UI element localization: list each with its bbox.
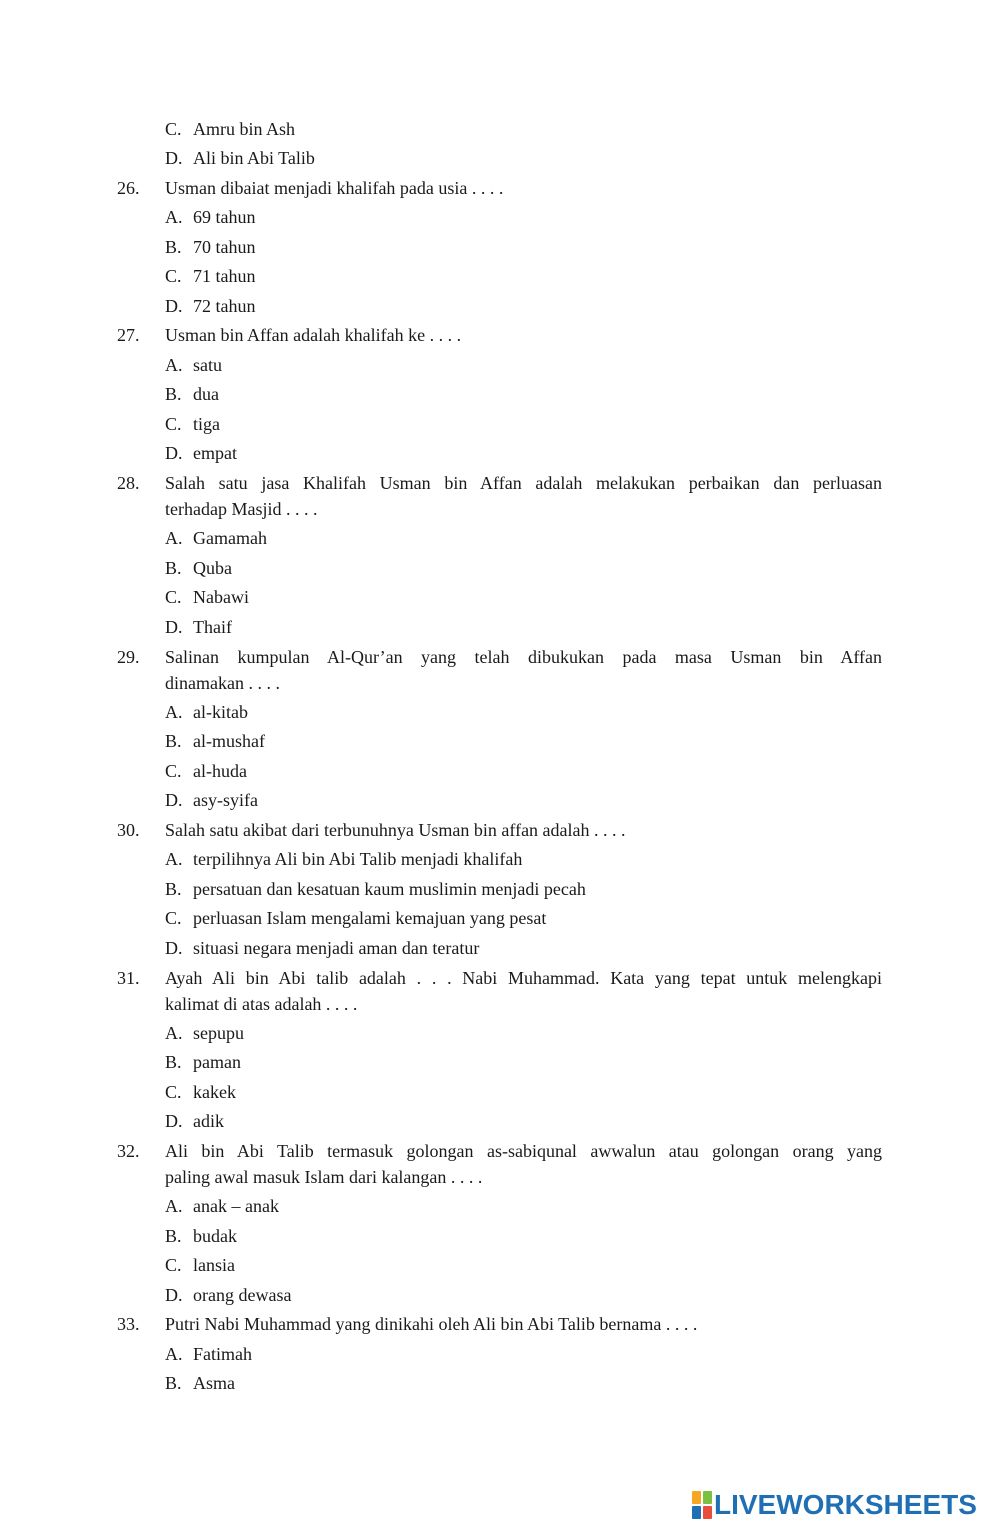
q27-option-c[interactable]: C. tiga [165, 414, 220, 434]
q26-option-a[interactable]: A. 69 tahun [165, 207, 256, 227]
q33-question: Putri Nabi Muhammad yang dinikahi oleh Ali bin Abi Talib bernama . . . . [165, 1314, 698, 1334]
liveworksheets-logo-icon [692, 1491, 712, 1519]
q30-option-a[interactable]: A. terpilihnya Ali bin Abi Talib menjadi khalifah [165, 849, 523, 869]
q29-question-line2: dinamakan . . . . [165, 673, 280, 693]
q28-option-b[interactable]: B. Quba [165, 558, 232, 578]
q31-option-b[interactable]: B. paman [165, 1052, 241, 1072]
q29-number: 29. [117, 647, 140, 667]
logo-tile [692, 1491, 701, 1504]
q25-option-c[interactable]: C. Amru bin Ash [165, 119, 296, 139]
q30-option-b[interactable]: B. persatuan dan kesatuan kaum muslimin menjadi pecah [165, 879, 586, 899]
q26-option-d[interactable]: D. 72 tahun [165, 296, 256, 316]
q31-number: 31. [117, 968, 140, 988]
q32-option-b[interactable]: B. budak [165, 1226, 237, 1246]
q28-number: 28. [117, 473, 140, 493]
q32-question-line1: Ali bin Abi Talib termasuk golongan as-sabiqunal awwalun atau golongan orang yang [165, 1141, 882, 1161]
q33-number: 33. [117, 1314, 140, 1334]
q29-option-b[interactable]: B. al-mushaf [165, 731, 265, 751]
q29-option-c[interactable]: C. al-huda [165, 761, 247, 781]
q30-option-d[interactable]: D. situasi negara menjadi aman dan teratur [165, 938, 480, 958]
q30-option-c[interactable]: C. perluasan Islam mengalami kemajuan yang pesat [165, 908, 547, 928]
q26-number: 26. [117, 178, 140, 198]
q30-question: Salah satu akibat dari terbunuhnya Usman bin affan adalah . . . . [165, 820, 626, 840]
q32-option-c[interactable]: C. lansia [165, 1255, 235, 1275]
q33-option-a[interactable]: A. Fatimah [165, 1344, 252, 1364]
q28-option-a[interactable]: A. Gamamah [165, 528, 267, 548]
logo-tile [703, 1506, 712, 1519]
q27-option-d[interactable]: D. empat [165, 443, 237, 463]
q28-question-line2: terhadap Masjid . . . . [165, 499, 318, 519]
q27-question: Usman bin Affan adalah khalifah ke . . . . [165, 325, 462, 345]
q31-question-line1: Ayah Ali bin Abi talib adalah . . . Nabi Muhammad. Kata yang tepat untuk melengkapi [165, 968, 882, 988]
q29-question-line1: Salinan kumpulan Al-Qur’an yang telah dibukukan pada masa Usman bin Affan [165, 647, 882, 667]
q26-option-b[interactable]: B. 70 tahun [165, 237, 256, 257]
q32-option-d[interactable]: D. orang dewasa [165, 1285, 292, 1305]
logo-tile [692, 1506, 701, 1519]
q27-number: 27. [117, 325, 140, 345]
q31-option-c[interactable]: C. kakek [165, 1082, 236, 1102]
q32-option-a[interactable]: A. anak – anak [165, 1196, 279, 1216]
q31-option-a[interactable]: A. sepupu [165, 1023, 244, 1043]
q33-option-b[interactable]: B. Asma [165, 1373, 235, 1393]
q31-question-line2: kalimat di atas adalah . . . . [165, 994, 358, 1014]
q27-option-b[interactable]: B. dua [165, 384, 219, 404]
q28-question-line1: Salah satu jasa Khalifah Usman bin Affan adalah melakukan perbaikan dan perluasan [165, 473, 882, 493]
q28-option-c[interactable]: C. Nabawi [165, 587, 249, 607]
q32-question-line2: paling awal masuk Islam dari kalangan . . . . [165, 1167, 483, 1187]
q29-option-d[interactable]: D. asy-syifa [165, 790, 258, 810]
q25-option-d[interactable]: D. Ali bin Abi Talib [165, 148, 315, 168]
liveworksheets-logo-text: LIVEWORKSHEETS [714, 1489, 977, 1520]
q26-option-c[interactable]: C. 71 tahun [165, 266, 256, 286]
q31-option-d[interactable]: D. adik [165, 1111, 224, 1131]
q32-number: 32. [117, 1141, 140, 1161]
q28-option-d[interactable]: D. Thaif [165, 617, 232, 637]
q29-option-a[interactable]: A. al-kitab [165, 702, 248, 722]
q26-question: Usman dibaiat menjadi khalifah pada usia . . . . [165, 178, 504, 198]
logo-tile [703, 1491, 712, 1504]
q27-option-a[interactable]: A. satu [165, 355, 222, 375]
q30-number: 30. [117, 820, 140, 840]
liveworksheets-watermark [692, 1489, 977, 1521]
